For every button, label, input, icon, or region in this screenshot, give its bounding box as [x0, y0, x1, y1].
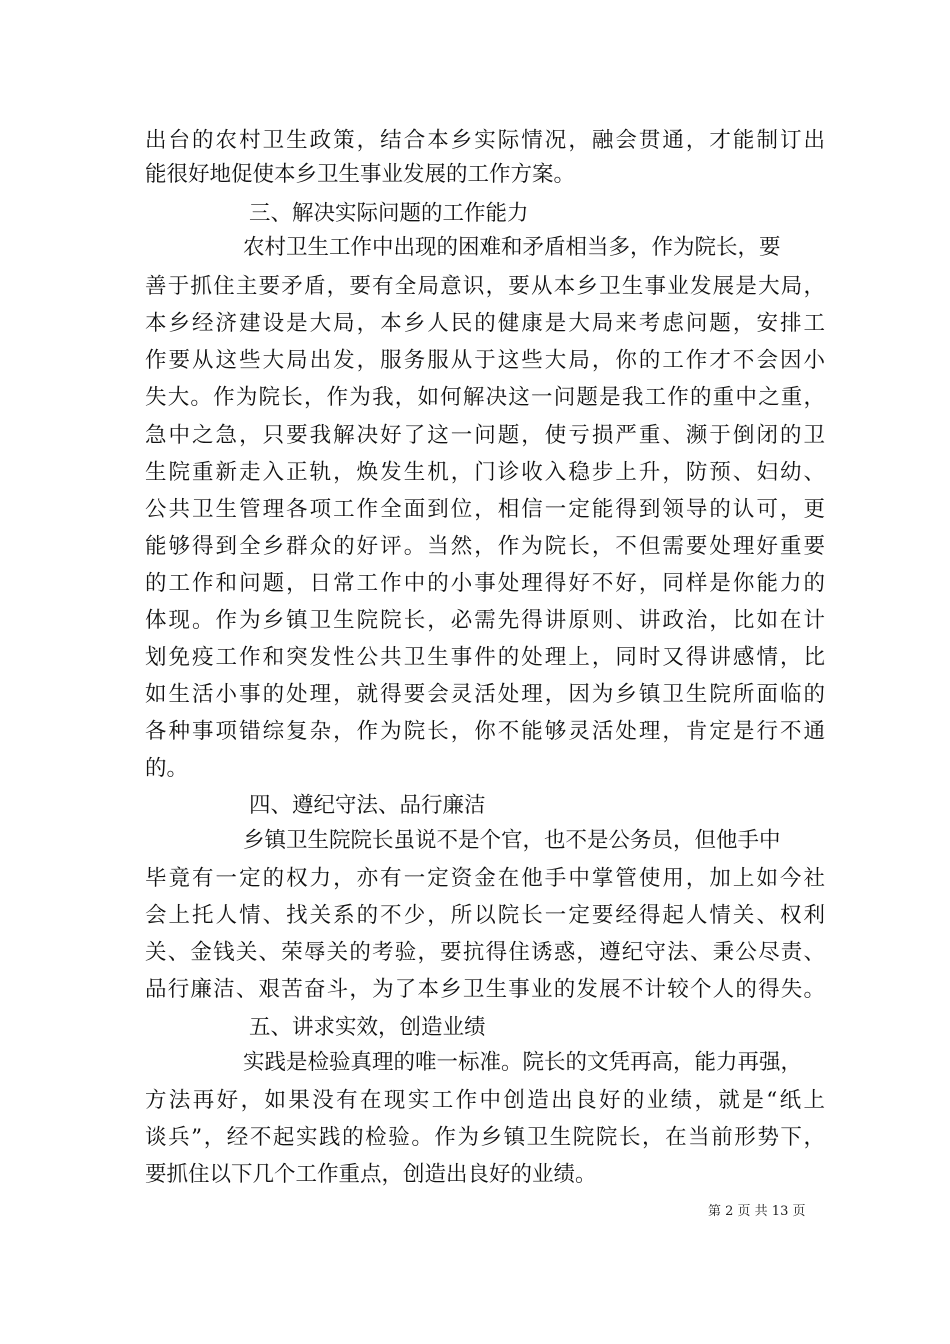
paragraph-line: 失大。作为院长，作为我，如何解决这一问题是我工作的重中之重，: [145, 385, 825, 410]
page-number: 第 2 页 共 13 页: [708, 1204, 806, 1219]
paragraph-line: 要抓住以下几个工作重点，创造出良好的业绩。: [145, 1162, 597, 1187]
section-heading: 四、遵纪守法、品行廉洁: [249, 793, 486, 818]
paragraph-line: 能够得到全乡群众的好评。当然，作为院长，不但需要处理好重要: [145, 534, 825, 559]
paragraph-line: 急中之急，只要我解决好了这一问题，使亏损严重、濒于倒闭的卫: [145, 423, 825, 448]
paragraph-line: 公共卫生管理各项工作全面到位，相信一定能得到领导的认可，更: [145, 497, 825, 522]
paragraph-line: 各种事项错综复杂，作为院长，你不能够灵活处理，肯定是行不通: [145, 719, 825, 744]
paragraph-line: 谈兵”，经不起实践的检验。作为乡镇卫生院院长，在当前形势下，: [145, 1125, 825, 1150]
paragraph-line: 体现。作为乡镇卫生院院长，必需先得讲原则、讲政治，比如在计: [145, 608, 825, 633]
paragraph-line: 实践是检验真理的唯一标准。院长的文凭再高，能力再强，: [243, 1050, 803, 1075]
paragraph-line: 的工作和问题，日常工作中的小事处理得好不好，同样是你能力的: [145, 571, 825, 596]
paragraph-line: 会上托人情、找关系的不少，所以院长一定要经得起人情关、权利: [145, 903, 825, 928]
paragraph-line: 作要从这些大局出发，服务服从于这些大局，你的工作才不会因小: [145, 348, 825, 373]
paragraph-line: 能很好地促使本乡卫生事业发展的工作方案。: [145, 162, 576, 187]
paragraph-line: 本乡经济建设是大局，本乡人民的健康是大局来考虑问题，安排工: [145, 311, 825, 336]
paragraph-line: 农村卫生工作中出现的困难和矛盾相当多，作为院长，要: [243, 235, 781, 260]
paragraph-line: 方法再好，如果没有在现实工作中创造出良好的业绩，就是“纸上: [145, 1088, 825, 1113]
paragraph-line: 品行廉洁、艰苦奋斗，为了本乡卫生事业的发展不计较个人的得失。: [145, 977, 825, 1002]
paragraph-line: 的。: [145, 756, 189, 781]
paragraph-line: 划免疫工作和突发性公共卫生事件的处理上，同时又得讲感情，比: [145, 645, 825, 670]
paragraph-line: 如生活小事的处理，就得要会灵活处理，因为乡镇卫生院所面临的: [145, 682, 825, 707]
paragraph-line: 毕竟有一定的权力，亦有一定资金在他手中掌管使用，加上如今社: [145, 866, 825, 891]
paragraph-line: 乡镇卫生院院长虽说不是个官，也不是公务员，但他手中: [243, 828, 781, 853]
paragraph-line: 出台的农村卫生政策，结合本乡实际情况，融会贯通，才能制订出: [145, 128, 825, 153]
section-heading: 五、讲求实效，创造业绩: [249, 1015, 486, 1040]
section-heading: 三、解决实际问题的工作能力: [249, 201, 529, 226]
paragraph-line: 生院重新走入正轨，焕发生机，门诊收入稳步上升，防预、妇幼、: [145, 460, 825, 485]
paragraph-line: 善于抓住主要矛盾，要有全局意识，要从本乡卫生事业发展是大局，: [145, 274, 825, 299]
paragraph-line: 关、金钱关、荣辱关的考验，要抗得住诱惑，遵纪守法、秉公尽责、: [145, 940, 825, 965]
